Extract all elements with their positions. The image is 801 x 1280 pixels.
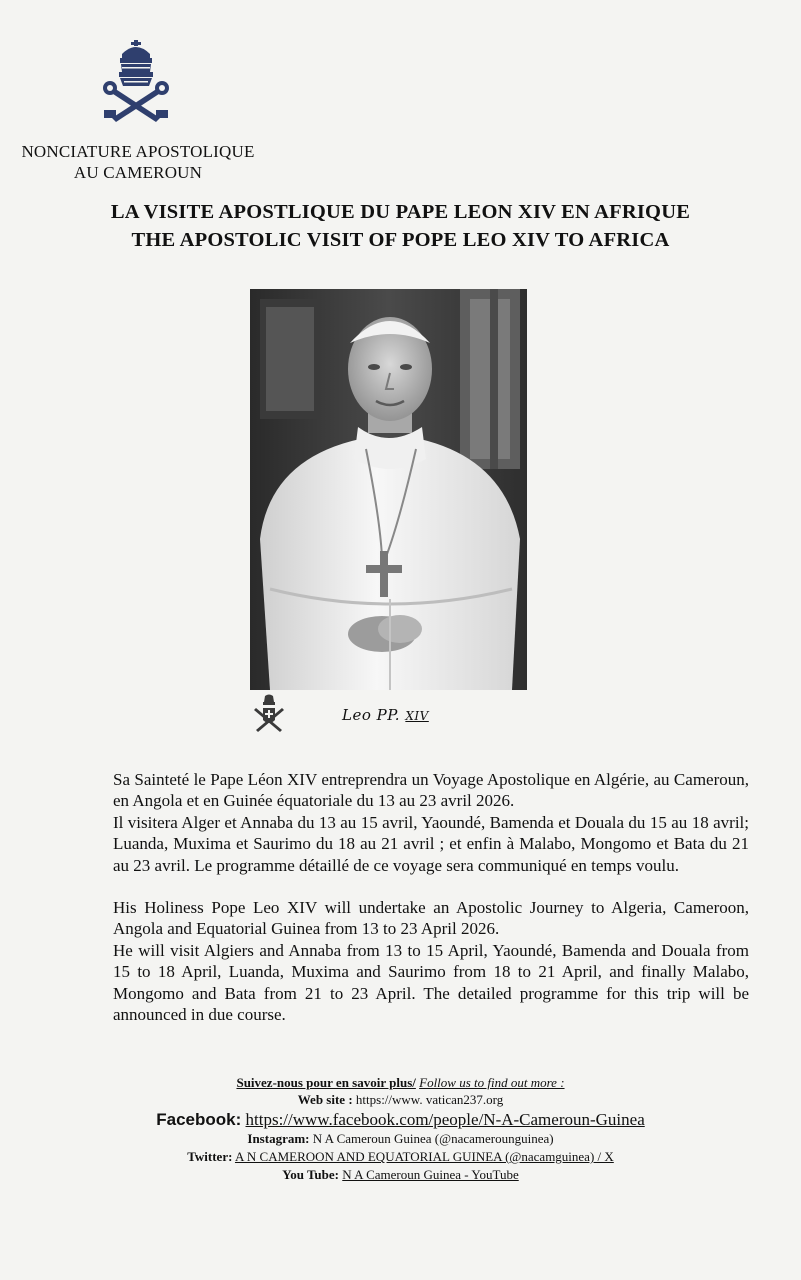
website-link[interactable]: https://www. vatican237.org <box>355 1092 504 1107</box>
youtube-line <box>0 1167 801 1183</box>
follow-us-english: Follow us to find out more : <box>419 1075 565 1090</box>
title-french: LA VISITE APOSTLIQUE DU PAPE LEON XIV EN AFRIQUE <box>110 201 691 223</box>
instagram-label: Instagram: <box>247 1131 310 1146</box>
facebook-line <box>0 1110 801 1130</box>
youtube-label: You Tube: <box>282 1167 339 1182</box>
nunciature-line2: AU CAMEROUN <box>73 163 203 182</box>
papal-keys-tiara-icon <box>100 38 172 124</box>
website-label: Web site : <box>297 1092 353 1107</box>
instagram-line <box>0 1131 801 1147</box>
nunciature-name <box>18 141 258 183</box>
twitter-link[interactable]: A N CAMEROON AND EQUATORIAL GUINEA (@nacamguinea) / X <box>234 1149 614 1164</box>
follow-us-line <box>0 1075 801 1091</box>
follow-us-french: Suivez-nous pour en savoir plus/ <box>236 1075 416 1090</box>
twitter-label: Twitter: <box>187 1149 233 1164</box>
paragraph-english-2: He will visit Algiers and Annaba from 13 to 15 April, Yaoundé, Bamenda and Douala from 15 to 18 April, Luanda, Muxima and Saurimo from 18 to 21 April, and finally Malabo, Mongomo and Bata from 21 to 23 April. The detailed programme for this trip will be announced in due course. <box>113 941 749 1024</box>
nunciature-line1: NONCIATURE APOSTOLIQUE <box>21 142 255 161</box>
title-english: THE APOSTOLIC VISIT OF POPE LEO XIV TO AFRICA <box>131 229 670 251</box>
papal-coat-of-arms-icon <box>252 694 286 734</box>
paragraph-french-2: Il visitera Alger et Annaba du 13 au 15 avril, Yaoundé, Bamenda et Douala du 15 au 18 avril; Luanda, Muxima et Saurimo du 18 au 21 avril ; et enfin à Malabo, Mongomo et Bata du 21 au 23 avril. Le programme détaillé de ce voyage sera communiqué en temps voulu. <box>113 813 749 875</box>
twitter-line <box>0 1149 801 1165</box>
youtube-link[interactable]: N A Cameroun Guinea - YouTube <box>342 1167 519 1182</box>
signature-numeral: XIV <box>405 709 429 723</box>
pope-portrait-photo <box>250 289 527 690</box>
paragraph-english-1: His Holiness Pope Leo XIV will undertake an Apostolic Journey to Algeria, Cameroon, Angola and Equatorial Guinea from 13 to 23 April 2026. <box>113 898 749 939</box>
instagram-link[interactable]: N A Cameroun Guinea (@nacamerounguinea) <box>312 1131 554 1146</box>
website-line <box>0 1092 801 1108</box>
facebook-link[interactable]: https://www.facebook.com/people/N-A-Cameroun-Guinea <box>245 1110 645 1129</box>
facebook-label: Facebook: <box>156 1110 242 1129</box>
papal-signature <box>342 706 429 724</box>
paragraph-french-1: Sa Sainteté le Pape Léon XIV entreprendra un Voyage Apostolique en Algérie, au Cameroun, en Angola et en Guinée équatoriale du 13 au 23 avril 2026. <box>113 770 749 811</box>
signature-text: Leo PP. <box>342 706 401 724</box>
